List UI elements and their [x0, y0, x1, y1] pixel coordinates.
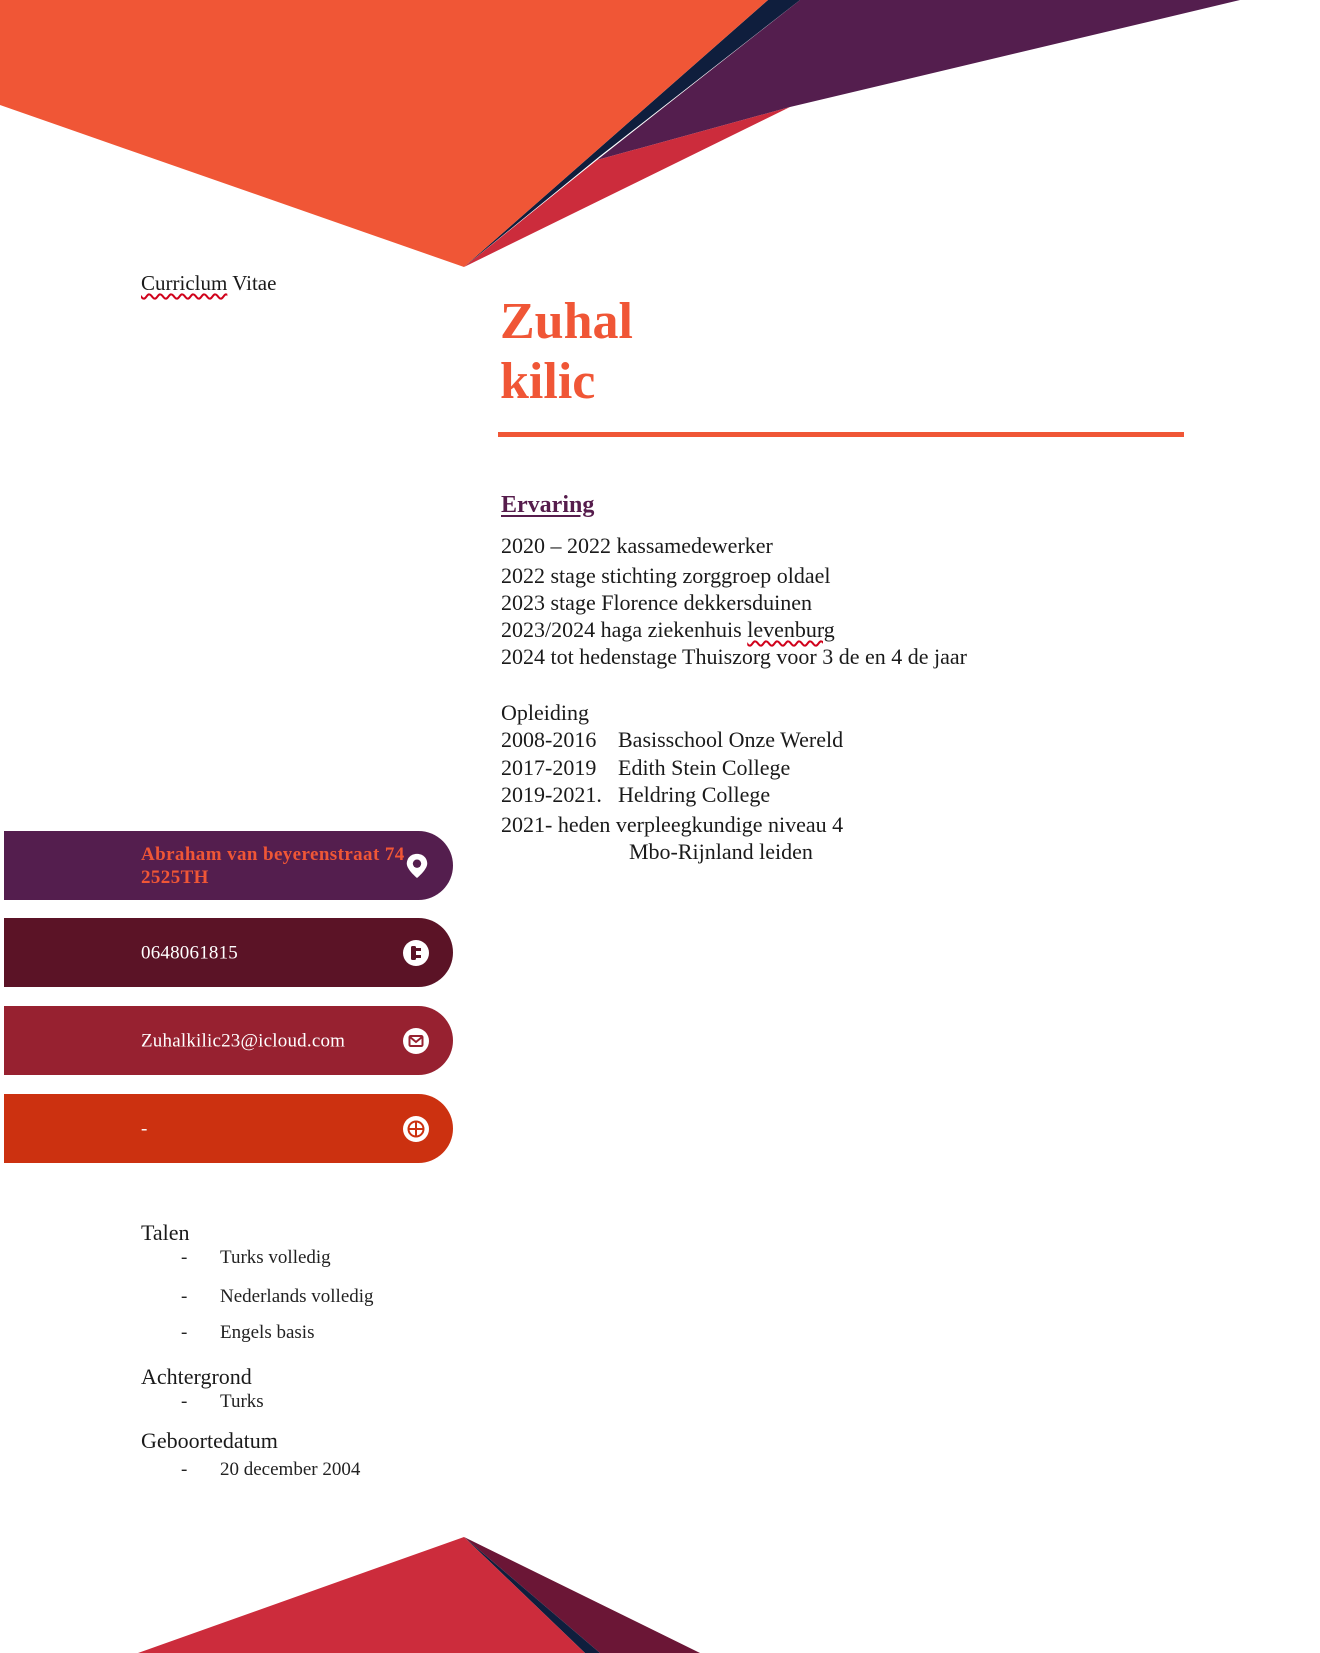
name-first: Zuhal — [500, 293, 633, 350]
document-label — [141, 271, 276, 296]
list-item — [501, 726, 843, 754]
location-pin-icon — [404, 849, 430, 883]
address-bar — [4, 831, 453, 900]
languages-section — [141, 1220, 374, 1345]
background-section — [141, 1364, 264, 1414]
address-line2: 2525TH — [141, 866, 209, 888]
list-item — [501, 781, 843, 809]
header-decoration — [0, 0, 1320, 280]
education-school: Basisschool Onze Wereld — [618, 727, 844, 752]
birthdate-heading: Geboortedatum — [141, 1428, 278, 1453]
languages-list — [141, 1246, 374, 1345]
list-item: - Turks — [141, 1390, 264, 1414]
list-item-text: 2023/2024 haga ziekenhuis — [501, 617, 748, 642]
list-item: - Engels basis — [141, 1321, 374, 1345]
phone-text: 0648061815 — [141, 942, 238, 963]
document-label-word: Curriclum — [141, 271, 228, 295]
education-years: 2019-2021. — [501, 782, 602, 807]
education-heading: Opleiding — [501, 700, 589, 725]
email-icon — [402, 1027, 430, 1055]
website-bar — [4, 1094, 453, 1163]
background-list — [141, 1390, 264, 1414]
candidate-name — [500, 292, 633, 412]
flagged-word: levenburg — [747, 617, 835, 642]
list-item: 2021- heden verpleegkundige niveau 4 — [501, 811, 844, 837]
list-item: 2022 stage stichting zorggroep oldael — [501, 563, 831, 588]
birthdate-section — [141, 1428, 360, 1482]
address-line1: Abraham van beyerenstraat 74 — [141, 843, 405, 865]
experience-heading: Ervaring — [501, 492, 595, 518]
education-years: 2017-2019 — [501, 754, 597, 780]
list-item: Mbo-Rijnland leiden — [629, 839, 813, 864]
birthdate-list — [141, 1458, 360, 1482]
website-text: - — [141, 1118, 148, 1139]
list-item — [501, 754, 843, 782]
list-item: 2023 stage Florence dekkersduinen — [501, 590, 812, 615]
email-bar — [4, 1006, 453, 1075]
list-item: - Nederlands volledig — [141, 1285, 374, 1309]
email-text: Zuhalkilic23@icloud.com — [141, 1030, 346, 1051]
education-years: 2008-2016 — [501, 727, 597, 752]
languages-heading: Talen — [141, 1220, 190, 1245]
list-item: 2024 tot hedenstage Thuiszorg voor 3 de en 4 de jaar — [501, 644, 967, 669]
document-label-word: Vitae — [232, 271, 277, 295]
name-divider — [498, 432, 1184, 437]
list-item — [501, 616, 967, 643]
list-item: - Turks volledig — [141, 1246, 374, 1270]
list-item: 2020 – 2022 kassamedewerker — [501, 533, 773, 558]
phone-bar — [4, 918, 453, 987]
education-school: Heldring College — [618, 782, 771, 807]
phone-icon — [402, 939, 430, 967]
address-text — [141, 843, 405, 889]
name-last: kilic — [500, 353, 596, 410]
education-list — [501, 726, 843, 866]
background-heading: Achtergrond — [141, 1364, 252, 1389]
experience-list — [501, 532, 967, 670]
education-school: Edith Stein College — [618, 754, 791, 780]
list-item: - 20 december 2004 — [141, 1458, 360, 1482]
globe-icon — [402, 1115, 430, 1143]
